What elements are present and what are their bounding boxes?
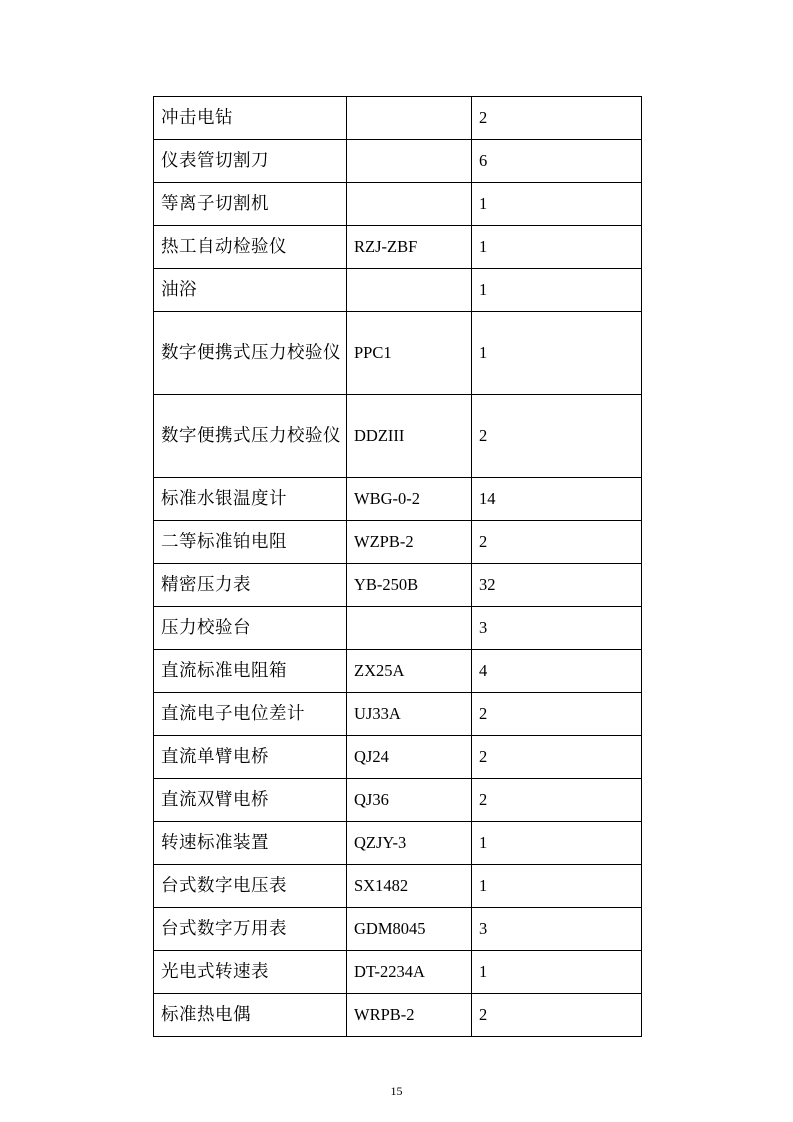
table-row (154, 521, 642, 564)
quantity-cell: 1 (472, 312, 642, 395)
quantity-cell: 4 (472, 650, 642, 693)
equipment-name-cell: 直流标准电阻箱 (154, 650, 347, 693)
quantity-cell: 1 (472, 183, 642, 226)
model-cell: WZPB-2 (347, 521, 472, 564)
model-cell: WBG-0-2 (347, 478, 472, 521)
table-row (154, 736, 642, 779)
table-row (154, 607, 642, 650)
table-row (154, 779, 642, 822)
model-cell: QZJY-3 (347, 822, 472, 865)
model-cell: QJ36 (347, 779, 472, 822)
model-cell: YB-250B (347, 564, 472, 607)
quantity-cell: 1 (472, 865, 642, 908)
equipment-name-cell: 油浴 (154, 269, 347, 312)
table-row (154, 97, 642, 140)
equipment-name-cell: 仪表管切割刀 (154, 140, 347, 183)
table-row (154, 140, 642, 183)
equipment-name-cell: 标准热电偶 (154, 994, 347, 1037)
table-row (154, 478, 642, 521)
equipment-name-cell: 热工自动检验仪 (154, 226, 347, 269)
equipment-name-cell: 直流电子电位差计 (154, 693, 347, 736)
table-row (154, 395, 642, 478)
model-cell (347, 140, 472, 183)
equipment-name-cell: 精密压力表 (154, 564, 347, 607)
equipment-name-cell: 转速标准装置 (154, 822, 347, 865)
model-cell: QJ24 (347, 736, 472, 779)
table-row (154, 693, 642, 736)
model-cell: GDM8045 (347, 908, 472, 951)
quantity-cell: 3 (472, 607, 642, 650)
model-cell: RZJ-ZBF (347, 226, 472, 269)
table-row (154, 269, 642, 312)
model-cell: UJ33A (347, 693, 472, 736)
model-cell: DT-2234A (347, 951, 472, 994)
quantity-cell: 2 (472, 97, 642, 140)
table-row (154, 650, 642, 693)
model-cell (347, 183, 472, 226)
quantity-cell: 6 (472, 140, 642, 183)
equipment-name-cell: 台式数字万用表 (154, 908, 347, 951)
quantity-cell: 32 (472, 564, 642, 607)
equipment-table-body (154, 97, 642, 1037)
model-cell (347, 269, 472, 312)
quantity-cell: 1 (472, 269, 642, 312)
table-row (154, 865, 642, 908)
equipment-name-cell: 直流单臂电桥 (154, 736, 347, 779)
equipment-name-cell: 压力校验台 (154, 607, 347, 650)
quantity-cell: 1 (472, 822, 642, 865)
table-row (154, 226, 642, 269)
quantity-cell: 1 (472, 951, 642, 994)
equipment-name-cell: 冲击电钻 (154, 97, 347, 140)
table-row (154, 908, 642, 951)
table-row (154, 564, 642, 607)
quantity-cell: 2 (472, 779, 642, 822)
equipment-name-cell: 数字便携式压力校验仪 (154, 395, 347, 478)
model-cell: WRPB-2 (347, 994, 472, 1037)
table-row (154, 951, 642, 994)
quantity-cell: 2 (472, 521, 642, 564)
equipment-name-cell: 等离子切割机 (154, 183, 347, 226)
quantity-cell: 14 (472, 478, 642, 521)
table-row (154, 822, 642, 865)
quantity-cell: 3 (472, 908, 642, 951)
quantity-cell: 1 (472, 226, 642, 269)
table-row (154, 183, 642, 226)
quantity-cell: 2 (472, 693, 642, 736)
equipment-name-cell: 台式数字电压表 (154, 865, 347, 908)
quantity-cell: 2 (472, 994, 642, 1037)
model-cell: ZX25A (347, 650, 472, 693)
equipment-name-cell: 二等标准铂电阻 (154, 521, 347, 564)
equipment-name-cell: 标准水银温度计 (154, 478, 347, 521)
model-cell: DDZIII (347, 395, 472, 478)
equipment-name-cell: 数字便携式压力校验仪 (154, 312, 347, 395)
model-cell: SX1482 (347, 865, 472, 908)
table-row (154, 994, 642, 1037)
model-cell (347, 97, 472, 140)
quantity-cell: 2 (472, 395, 642, 478)
quantity-cell: 2 (472, 736, 642, 779)
model-cell: PPC1 (347, 312, 472, 395)
page-number: 15 (390, 1084, 403, 1098)
table-row (154, 312, 642, 395)
equipment-name-cell: 光电式转速表 (154, 951, 347, 994)
model-cell (347, 607, 472, 650)
equipment-name-cell: 直流双臂电桥 (154, 779, 347, 822)
equipment-table (153, 96, 642, 1037)
